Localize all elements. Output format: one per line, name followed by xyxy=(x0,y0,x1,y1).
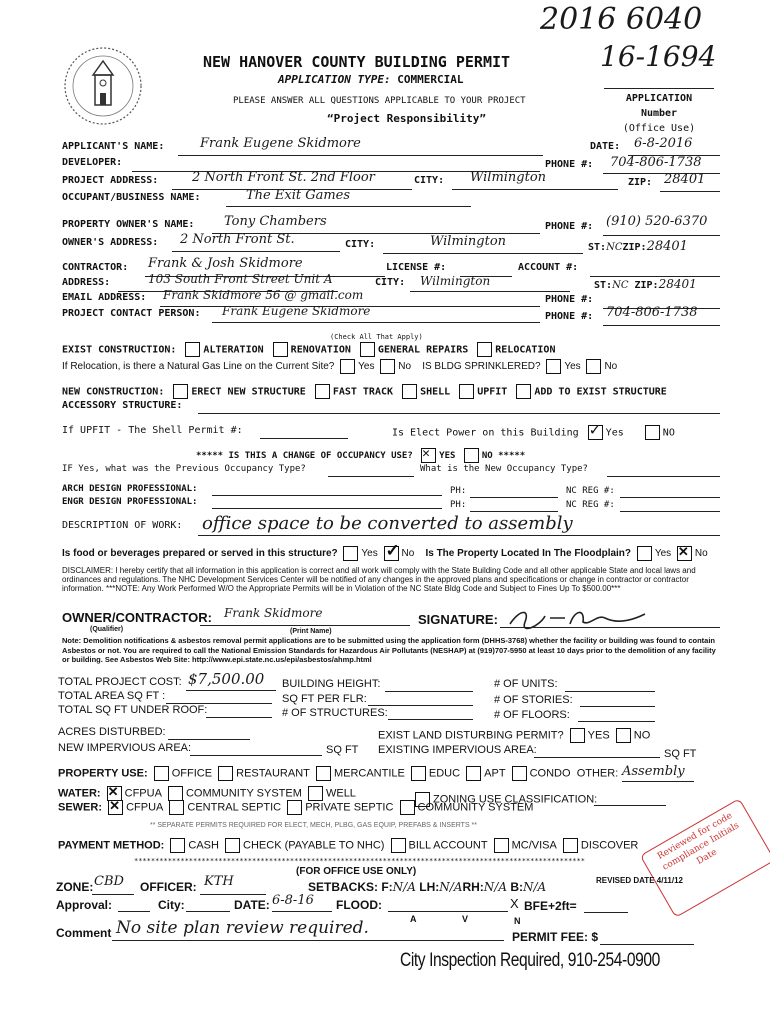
building-height-label: BUILDING HEIGHT: xyxy=(282,678,381,690)
instruction-text: PLEASE ANSWER ALL QUESTIONS APPLICABLE TO YOUR PROJECT xyxy=(233,96,526,106)
sprinkler-no-checkbox[interactable] xyxy=(586,359,601,374)
food-yes-checkbox[interactable] xyxy=(343,546,358,561)
project-zip-label: ZIP: xyxy=(628,177,653,188)
sewer-cfpua-checkbox[interactable] xyxy=(108,800,123,815)
relocation-checkbox[interactable] xyxy=(477,342,492,357)
signature-label: SIGNATURE: xyxy=(418,612,498,627)
other-use-value[interactable]: Assembly xyxy=(622,764,685,779)
developer-phone-value[interactable]: 704-806-1738 xyxy=(610,155,702,170)
office-date-label: DATE: xyxy=(234,898,270,912)
project-zip-value[interactable]: 28401 xyxy=(664,172,706,187)
flood-v-label: V xyxy=(462,914,469,924)
email-phone-label: PHONE #: xyxy=(545,294,594,305)
new-impervious-label: NEW IMPERVIOUS AREA: xyxy=(58,742,192,754)
demolition-note: Note: Demolition notifications & asbestos removal permit applications are to be submitted using the application form (DHHS-3768) whether the facility or building was found to contain Asbestos or not. You are required to call the National Emission Standards for Hazardous Air Pollutants (NESHAP) at (919)707-5950 at least 10 days prior to the demolition of any facility or building. See Asbestos Web Site: http://www.epi.state.nc.us/epi/asbestos/ahmp.html xyxy=(62,636,716,664)
educ-checkbox[interactable] xyxy=(411,766,426,781)
mercantile-checkbox[interactable] xyxy=(316,766,331,781)
exist-land-row: EXIST LAND DISTURBING PERMIT? YES NO xyxy=(378,729,651,742)
date-value[interactable]: 6-8-2016 xyxy=(634,136,693,151)
contact-person-value[interactable]: Frank Eugene Skidmore xyxy=(222,304,371,318)
comment-value[interactable]: No site plan review required. xyxy=(116,918,369,938)
star-separator: *********************************************************************************************************** xyxy=(134,857,585,865)
new-construction-row: NEW CONSTRUCTION: ERECT NEW STRUCTURE FAST TRACK SHELL UPFIT ADD TO EXIST STRUCTURE xyxy=(62,384,667,399)
permit-fee-label: PERMIT FEE: $ xyxy=(512,930,599,944)
land-no-checkbox[interactable] xyxy=(616,728,631,743)
total-cost-label: TOTAL PROJECT COST: xyxy=(58,676,182,688)
owner-st-zip: ST:NCZIP:28401 xyxy=(588,239,688,254)
handwritten-signature[interactable] xyxy=(505,604,655,634)
contractor-st-zip: ST:NC ZIP:28401 xyxy=(594,277,697,291)
account-label: ACCOUNT #: xyxy=(518,262,579,273)
engr-ph-label: PH: xyxy=(450,500,467,510)
new-occupancy-label: What is the New Occupancy Type? xyxy=(420,464,588,474)
shell-checkbox[interactable] xyxy=(402,384,417,399)
contact-person-label: PROJECT CONTACT PERSON: xyxy=(62,308,201,319)
description-value[interactable]: office space to be converted to assembly xyxy=(202,513,573,534)
gas-yes-checkbox[interactable] xyxy=(340,359,355,374)
print-name-label: (Print Name) xyxy=(290,628,332,635)
water-well-checkbox[interactable] xyxy=(308,786,323,801)
description-label: DESCRIPTION OF WORK: xyxy=(62,520,183,531)
condo-checkbox[interactable] xyxy=(512,766,527,781)
email-label: EMAIL ADDRESS: xyxy=(62,292,147,303)
check-checkbox[interactable] xyxy=(225,838,240,853)
contractor-address-label: ADDRESS: xyxy=(62,277,111,288)
contractor-value[interactable]: Frank & Josh Skidmore xyxy=(148,256,303,271)
review-stamp: Reviewed for code compliance Initials Date xyxy=(640,798,770,918)
occupancy-yes-checkbox[interactable] xyxy=(421,448,436,463)
disclaimer-text: DISCLAIMER: I hereby certify that all information in this application is correct and all work will comply with the State Building Code and all other applicable State and local laws and ordinances and regulations. The NHC Development Services Center will be notified of any changes in the approved plans and specifications or change in contractor or contractor information. ***NOTE: Any Work Performed W/O the Appropriate Permits will be in Violation of the NC State Bldg Code and Subject to Fines Up To $500.00*** xyxy=(62,566,696,593)
check-all-note: (Check All That Apply) xyxy=(330,333,423,341)
contractor-city-label: CITY: xyxy=(375,277,406,288)
contact-phone-value[interactable]: 704-806-1738 xyxy=(606,305,698,320)
county-seal-logo xyxy=(62,45,144,127)
zone-value[interactable]: CBD xyxy=(94,874,124,889)
occupant-value[interactable]: The Exit Games xyxy=(246,188,351,203)
total-cost-value[interactable]: $7,500.00 xyxy=(188,670,265,688)
application-type: APPLICATION TYPE: COMMERCIAL xyxy=(278,73,464,86)
new-impervious-unit: SQ FT xyxy=(326,744,359,756)
food-flood-row: Is food or beverages prepared or served in this structure? Yes ✓ No Is The Property Located In The Floodplain? Yes ✕ No xyxy=(62,546,708,561)
fast-track-checkbox[interactable] xyxy=(315,384,330,399)
general-repairs-checkbox[interactable] xyxy=(360,342,375,357)
qualifier-label: (Qualifier) xyxy=(90,626,124,633)
flood-label: FLOOD: xyxy=(336,898,382,912)
cash-checkbox[interactable] xyxy=(170,838,185,853)
arch-ph-label: PH: xyxy=(450,486,467,496)
occupancy-change-row: ***** IS THIS A CHANGE OF OCCUPANCY USE? ✕ YES NO ***** xyxy=(196,448,525,463)
contractor-city-value[interactable]: Wilmington xyxy=(420,274,491,288)
renovation-checkbox[interactable] xyxy=(273,342,288,357)
units-label: # OF UNITS: xyxy=(494,678,558,690)
zone-label: ZONE: xyxy=(56,880,94,894)
land-yes-checkbox[interactable] xyxy=(570,728,585,743)
engr-label: ENGR DESIGN PROFESSIONAL: xyxy=(62,497,198,507)
motto-text: “Project Responsibility” xyxy=(327,112,486,125)
owner-address-value[interactable]: 2 North Front St. xyxy=(180,232,295,247)
license-label: LICENSE #: xyxy=(386,262,447,273)
project-address-value[interactable]: 2 North Front St. 2nd Floor xyxy=(192,170,375,185)
owner-city-label: CITY: xyxy=(345,239,376,250)
exist-impervious-label: EXISTING IMPERVIOUS AREA: xyxy=(378,744,537,756)
project-address-label: PROJECT ADDRESS: xyxy=(62,175,159,186)
applicant-name-label: APPLICANT'S NAME: xyxy=(62,141,165,152)
owner-address-label: OWNER'S ADDRESS: xyxy=(62,237,159,248)
sprinkler-yes-checkbox[interactable] xyxy=(546,359,561,374)
officer-value[interactable]: KTH xyxy=(204,874,234,889)
setbacks-row: SETBACKS: F:N/A LH:N/ARH:N/A B:N/A xyxy=(308,880,547,894)
sewer-private-septic-checkbox[interactable] xyxy=(287,800,302,815)
alteration-checkbox[interactable] xyxy=(185,342,200,357)
discover-checkbox[interactable] xyxy=(563,838,578,853)
comment-label: Comment xyxy=(56,926,112,940)
food-no-checkbox[interactable] xyxy=(384,546,399,561)
exist-impervious-unit: SQ FT xyxy=(664,748,697,760)
flood-a-label: A xyxy=(410,914,417,924)
owner-name-value[interactable]: Tony Chambers xyxy=(224,214,327,229)
developer-phone-label: PHONE #: xyxy=(545,159,594,170)
office-date-value[interactable]: 6-8-16 xyxy=(272,893,314,908)
revised-date: REVISED DATE 4/11/12 xyxy=(596,876,683,885)
exist-construction-row: EXIST CONSTRUCTION: ALTERATION RENOVATION GENERAL REPAIRS RELOCATION xyxy=(62,342,555,357)
bfe-label: BFE+2ft= xyxy=(524,899,577,913)
flood-x-mark: X xyxy=(510,896,519,911)
contractor-label: CONTRACTOR: xyxy=(62,262,129,273)
arch-ncreg-label: NC REG #: xyxy=(566,486,615,496)
contact-phone-label: PHONE #: xyxy=(545,311,594,322)
previous-occupancy-label: IF Yes, what was the Previous Occupancy Type? xyxy=(62,464,306,474)
officer-label: OFFICER: xyxy=(140,880,197,894)
restaurant-checkbox[interactable] xyxy=(218,766,233,781)
elect-power-row: Is Elect Power on this Building ✓ Yes NO xyxy=(392,425,675,440)
structures-label: # OF STRUCTURES: xyxy=(282,707,388,719)
owner-city-value[interactable]: Wilmington xyxy=(430,234,507,249)
city-approval-label: City: xyxy=(158,898,185,912)
email-value[interactable]: Frank Skidmore 56 @ gmail.com xyxy=(163,288,364,302)
floors-label: # OF FLOORS: xyxy=(494,709,570,721)
acres-label: ACRES DISTURBED: xyxy=(58,726,166,738)
engr-ncreg-label: NC REG #: xyxy=(566,500,615,510)
handwritten-app-number: 16-1694 xyxy=(600,40,717,73)
sewer-community-checkbox[interactable] xyxy=(400,800,415,815)
sq-ft-flr-label: SQ FT PER FLR: xyxy=(282,693,367,705)
total-under-roof-label: TOTAL SQ FT UNDER ROOF: xyxy=(58,704,208,716)
stories-label: # OF STORIES: xyxy=(494,694,573,706)
application-number-box: APPLICATION Number (Office Use) xyxy=(604,88,714,136)
owner-name-label: PROPERTY OWNER'S NAME: xyxy=(62,219,195,230)
accessory-label: ACCESSORY STRUCTURE: xyxy=(62,400,183,411)
water-row: WATER: ✕ CFPUA COMMUNITY SYSTEM WELL xyxy=(58,786,356,801)
owner-phone-value[interactable]: (910) 520-6370 xyxy=(606,214,708,229)
upfit-shell-permit: If UPFIT - The Shell Permit #: xyxy=(62,425,243,436)
owner-contractor-value[interactable]: Frank Skidmore xyxy=(224,606,323,620)
apt-checkbox[interactable] xyxy=(466,766,481,781)
office-use-label: (FOR OFFICE USE ONLY) xyxy=(296,866,417,877)
arch-label: ARCH DESIGN PROFESSIONAL: xyxy=(62,484,198,494)
upfit-checkbox[interactable] xyxy=(459,384,474,399)
date-label: DATE: xyxy=(590,141,621,152)
elect-yes-checkbox[interactable] xyxy=(588,425,603,440)
form-title: NEW HANOVER COUNTY BUILDING PERMIT xyxy=(203,53,511,71)
developer-label: DEVELOPER: xyxy=(62,157,123,168)
zoning-label: ZONING USE CLASSIFICATION: xyxy=(412,792,597,807)
office-checkbox[interactable] xyxy=(154,766,169,781)
relocation-question-row: If Relocation, is there a Natural Gas Line on the Current Site? Yes No IS BLDG SPRINKLERED? Yes No xyxy=(62,359,617,374)
add-exist-checkbox[interactable] xyxy=(516,384,531,399)
occupancy-no-checkbox[interactable] xyxy=(464,448,479,463)
mcvisa-checkbox[interactable] xyxy=(494,838,509,853)
city-inspection-stamp: City Inspection Required, 910-254-0900 xyxy=(400,950,660,971)
handwritten-permit-code: 2016 6040 xyxy=(540,2,703,37)
gas-no-checkbox[interactable] xyxy=(380,359,395,374)
applicant-name-value[interactable]: Frank Eugene Skidmore xyxy=(200,136,361,151)
property-use-row: PROPERTY USE: OFFICE RESTAURANT MERCANTILE EDUC APT CONDO OTHER: xyxy=(58,767,619,780)
flood-yes-checkbox[interactable] xyxy=(637,546,652,561)
contractor-address-value[interactable]: 103 South Front Street Unit A xyxy=(148,272,333,286)
elect-no-checkbox[interactable] xyxy=(645,425,660,440)
approval-label: Approval: xyxy=(56,898,113,912)
owner-contractor-label: OWNER/CONTRACTOR: xyxy=(62,610,212,625)
project-city-label: CITY: xyxy=(414,175,445,186)
occupant-label: OCCUPANT/BUSINESS NAME: xyxy=(62,192,201,203)
flood-n-label: N xyxy=(514,916,521,926)
erect-checkbox[interactable] xyxy=(173,384,188,399)
separate-permits-note: ** SEPARATE PERMITS REQUIRED FOR ELECT, MECH, PLBG, GAS EQUIP, PREFABS & INSERTS ** xyxy=(150,822,478,829)
sewer-central-septic-checkbox[interactable] xyxy=(169,800,184,815)
payment-row: PAYMENT METHOD: CASH CHECK (PAYABLE TO NHC) BILL ACCOUNT MC/VISA DISCOVER xyxy=(58,839,639,852)
owner-phone-label: PHONE #: xyxy=(545,221,594,232)
sewer-row: SEWER: ✕ CFPUA CENTRAL SEPTIC PRIVATE SEPTIC COMMUNITY SYSTEM xyxy=(58,800,533,815)
flood-no-checkbox[interactable] xyxy=(677,546,692,561)
project-city-value[interactable]: Wilmington xyxy=(470,170,547,185)
bill-checkbox[interactable] xyxy=(391,838,406,853)
water-community-checkbox[interactable] xyxy=(168,786,183,801)
total-area-label: TOTAL AREA SQ FT : xyxy=(58,690,166,702)
